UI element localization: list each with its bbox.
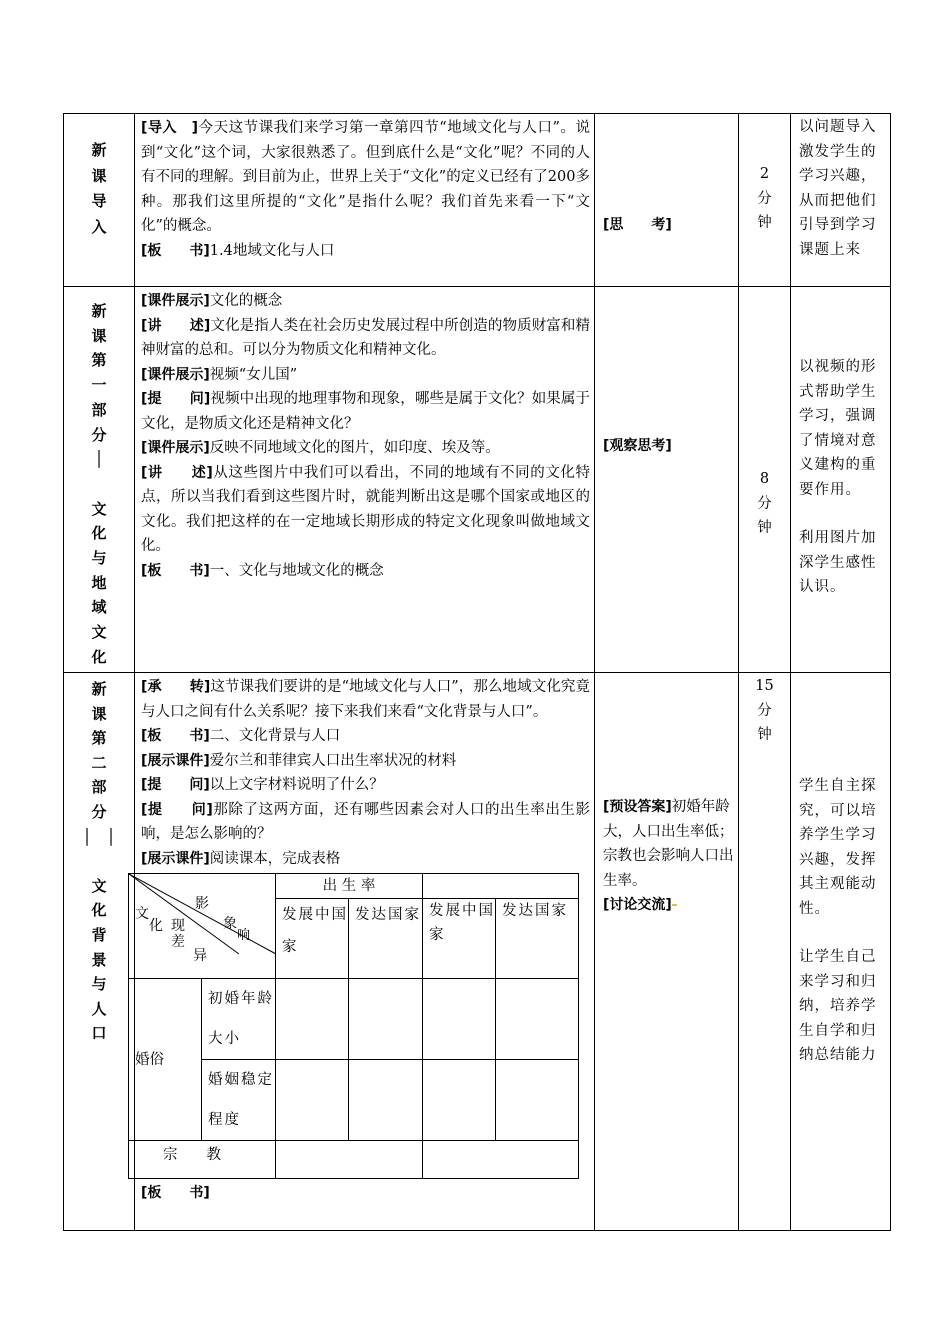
- activity-text: 一、文化与地域文化的概念: [209, 562, 384, 579]
- time-char: 分: [757, 495, 772, 512]
- student-activity-tag: [观察思考]: [603, 438, 672, 454]
- cell: [276, 1141, 423, 1179]
- section-char: 景: [91, 950, 107, 969]
- activity-tag: [板 书]: [141, 728, 210, 744]
- diag-label-top-2: 象: [223, 916, 237, 932]
- cell: [276, 979, 349, 1060]
- section-char: 分: [91, 802, 107, 821]
- section-char: 第: [91, 729, 107, 748]
- cell: [423, 1141, 579, 1179]
- section-char: 第: [91, 351, 107, 370]
- section-char: 部: [91, 400, 107, 419]
- preset-answer-tag: [预设答案]: [603, 799, 672, 815]
- section-char: [64, 849, 134, 874]
- section-char: 新: [91, 141, 107, 159]
- diagonal-header-cell: [129, 874, 276, 979]
- diag-label-bottom-1: 文: [135, 906, 149, 922]
- time-char: 钟: [757, 727, 772, 743]
- birth-rate-table: [128, 873, 579, 1179]
- cell: [276, 1060, 349, 1141]
- content-line: [141, 436, 590, 461]
- activity-tag: [课件展示]: [141, 293, 210, 309]
- content-line: [141, 773, 590, 798]
- col-developing-2: 发展中国家: [423, 899, 496, 979]
- activity-text: 爱尔兰和菲律宾人口出生率状况的材料: [209, 752, 457, 769]
- section-char: 入: [91, 217, 107, 236]
- part1-content: [135, 287, 595, 673]
- part1-time: [739, 287, 791, 673]
- intent-text-1: 学生自主探究，可以培养学生学习兴趣，发挥其主观能动性。: [799, 778, 877, 917]
- activity-tag: [展示课件]: [141, 850, 210, 867]
- activity-text: 以上文字材料说明了什么？: [209, 777, 384, 793]
- section-char: 口: [91, 1024, 107, 1043]
- activity-tag: [提 问]: [141, 801, 213, 818]
- section-char: 文: [91, 876, 107, 895]
- section-char: 与: [91, 975, 107, 994]
- content-line: [141, 798, 590, 847]
- time-char: 8: [759, 471, 770, 487]
- blank-header: [423, 874, 579, 899]
- activity-tag: [讲 述]: [141, 317, 211, 334]
- content-line: [141, 239, 590, 264]
- intro-student-activity: [595, 114, 739, 287]
- diag-label-bottom-5: 异: [193, 948, 207, 964]
- activity-text: 视频“女儿国”: [209, 366, 298, 383]
- part2-time: [739, 673, 791, 1231]
- part1-intent: [791, 287, 891, 673]
- section-char: 课: [91, 326, 107, 345]
- content-line: [141, 116, 590, 239]
- intro-intent: [791, 114, 891, 287]
- time-char: 分: [757, 190, 772, 207]
- diag-label-top-1: 影: [195, 896, 209, 912]
- section-char: [64, 472, 134, 497]
- activity-tag: [课件展示]: [141, 440, 210, 456]
- part2-intent: [791, 673, 891, 1231]
- row-marriage-stability: 婚姻稳定程度: [202, 1060, 276, 1141]
- intro-time: [739, 114, 791, 287]
- activity-tag: [课件展示]: [141, 366, 210, 383]
- activity-text: 今天这节课我们来学习第一章第四节“地域文化与人口”。说到“文化”这个词，大家很熟悉了。但到底什么是“文化”呢？不同的人有不同的理解。到目前为止，世界上关于“文化”的定义已经有了200多种。那我们这里所提的“文化”是指什么呢？我们首先来看一下“文化”的概念。: [141, 120, 591, 234]
- content-line: [141, 363, 590, 388]
- cell: [496, 979, 579, 1060]
- content-line: [141, 289, 590, 314]
- part2-section-name: [64, 673, 135, 1231]
- col-developed-1: 发达国家: [349, 899, 423, 979]
- cell: [349, 1060, 423, 1141]
- section-char: 课: [91, 166, 107, 185]
- lesson-plan-page: [63, 113, 890, 1231]
- cell: [496, 1060, 579, 1141]
- intro-row: [64, 114, 891, 287]
- activity-text: 1.4地域文化与人口: [209, 242, 335, 259]
- activity-text: 那除了这两方面，还有哪些因素会对人口的出生率出生影响，是怎么影响的？: [141, 801, 591, 842]
- section-char: │: [94, 450, 104, 469]
- activity-tag: [板 书]: [141, 242, 210, 259]
- lesson-plan-table: [63, 113, 891, 1231]
- part1-section-name: [64, 287, 135, 673]
- section-char: 背: [91, 925, 107, 944]
- section-char: 一: [91, 376, 107, 395]
- activity-tag: [提 问]: [141, 777, 210, 793]
- activity-text: 文化是指人类在社会历史发展过程中所创造的物质财富和精神财富的总和。可以分为物质文化和精神文化。: [141, 317, 591, 358]
- religion-label: 宗 教: [129, 1141, 276, 1179]
- content-line: [141, 387, 590, 436]
- section-char: 地: [91, 573, 107, 592]
- cell: [349, 979, 423, 1060]
- discussion-tag: [讨论交流]: [603, 897, 672, 913]
- activity-tag: [导入 ]: [141, 120, 198, 136]
- activity-text: 文化的概念: [209, 293, 283, 309]
- intent-text-2: 让学生自己来学习和归纳，培养学生自学和归纳总结能力: [799, 949, 877, 1063]
- activity-text: 二、文化背景与人口: [209, 728, 341, 744]
- section-char: 化: [91, 901, 107, 920]
- row-first-marriage-age: 初婚年龄大小: [202, 979, 276, 1060]
- section-char: 部: [91, 778, 107, 797]
- cell: [423, 979, 496, 1060]
- time-char: 分: [757, 702, 772, 719]
- intent-text: 以问题导入 激发学生的学习兴趣，从而把他们引导到学习课题上来: [799, 119, 892, 258]
- intent-text-1: 以视频的形式帮助学生学习，强调了情境对意义建构的重要作用。: [799, 359, 877, 498]
- activity-text: 阅读课本，完成表格: [209, 850, 341, 867]
- intro-section-name: [64, 114, 135, 287]
- section-char: 课: [91, 704, 107, 723]
- preset-answer-text: 初婚年龄大，人口出生率低；宗教也会影响人口出生率。: [603, 799, 734, 889]
- diag-label-bottom-4: 差: [171, 934, 185, 950]
- section-char: 文: [91, 623, 107, 642]
- intro-content: [135, 114, 595, 287]
- time-char: 15: [755, 678, 774, 694]
- section-char: 与: [91, 549, 107, 568]
- part1-student-activity: [595, 287, 739, 673]
- section-char: 导: [91, 192, 107, 210]
- diag-label-bottom-2: 化: [149, 918, 163, 934]
- diag-label-top-3: 响: [237, 928, 251, 943]
- activity-tag: [承 转]: [141, 679, 211, 695]
- content-line: [141, 675, 590, 724]
- activity-tag: [板 书]: [141, 562, 210, 579]
- board-writing-tag: [板 书]: [141, 1185, 210, 1201]
- diag-label-bottom-3: 现: [171, 918, 185, 934]
- cell: [423, 1060, 496, 1141]
- activity-tag: [提 问]: [141, 391, 211, 407]
- time-char: 钟: [757, 520, 772, 536]
- section-char: 分: [91, 425, 107, 444]
- section-char: 化: [91, 647, 107, 666]
- activity-text: 反映不同地域文化的图片，如印度、埃及等。: [209, 440, 500, 456]
- content-line: [141, 847, 590, 872]
- col-developing-1: 发展中国家: [276, 899, 349, 979]
- section-char: 域: [91, 598, 107, 617]
- activity-tag: [讲 述]: [141, 464, 213, 481]
- section-char: 文: [91, 499, 107, 518]
- part1-row: [64, 287, 891, 673]
- birth-rate-header: 出 生 率: [276, 874, 423, 899]
- activity-text: 视频中出现的地理事物和现象，哪些是属于文化？如果属于文化，是物质文化还是精神文化？: [141, 391, 591, 432]
- intent-text-2: 利用图片加深学生感性认识。: [799, 530, 877, 595]
- section-char: │ │: [82, 827, 116, 846]
- content-line: [141, 559, 590, 584]
- content-line: [141, 461, 590, 559]
- part2-content: [135, 673, 595, 1231]
- part2-student-activity: [595, 673, 739, 1231]
- time-char: 2: [759, 166, 770, 182]
- marriage-custom-label: 婚俗: [129, 979, 202, 1141]
- section-char: 化: [91, 524, 107, 543]
- section-char: 新: [91, 680, 107, 698]
- marker: [672, 904, 677, 906]
- student-activity-tag: [思 考]: [603, 217, 672, 233]
- part2-row: [64, 673, 891, 1231]
- col-developed-2: 发达国家: [496, 899, 579, 979]
- activity-text: 这节课我们要讲的是“地域文化与人口”，那么地域文化究竟与人口之间有什么关系呢？接下来我们来看“文化背景与人口”。: [141, 679, 590, 720]
- content-line: [141, 314, 590, 363]
- section-char: 新: [91, 302, 107, 320]
- content-line: [141, 749, 590, 774]
- section-char: 二: [91, 753, 107, 772]
- activity-text: 从这些图片中我们可以看出，不同的地域有不同的文化特点，所以当我们看到这些图片时，就能判断出这是哪个国家或地区的文化。我们把这样的在一定地域长期形成的特定文化现象叫做地域文化。: [141, 464, 591, 554]
- activity-tag: [展示课件]: [141, 752, 210, 769]
- content-line: [141, 724, 590, 749]
- time-char: 钟: [757, 215, 772, 231]
- section-char: 人: [91, 999, 107, 1018]
